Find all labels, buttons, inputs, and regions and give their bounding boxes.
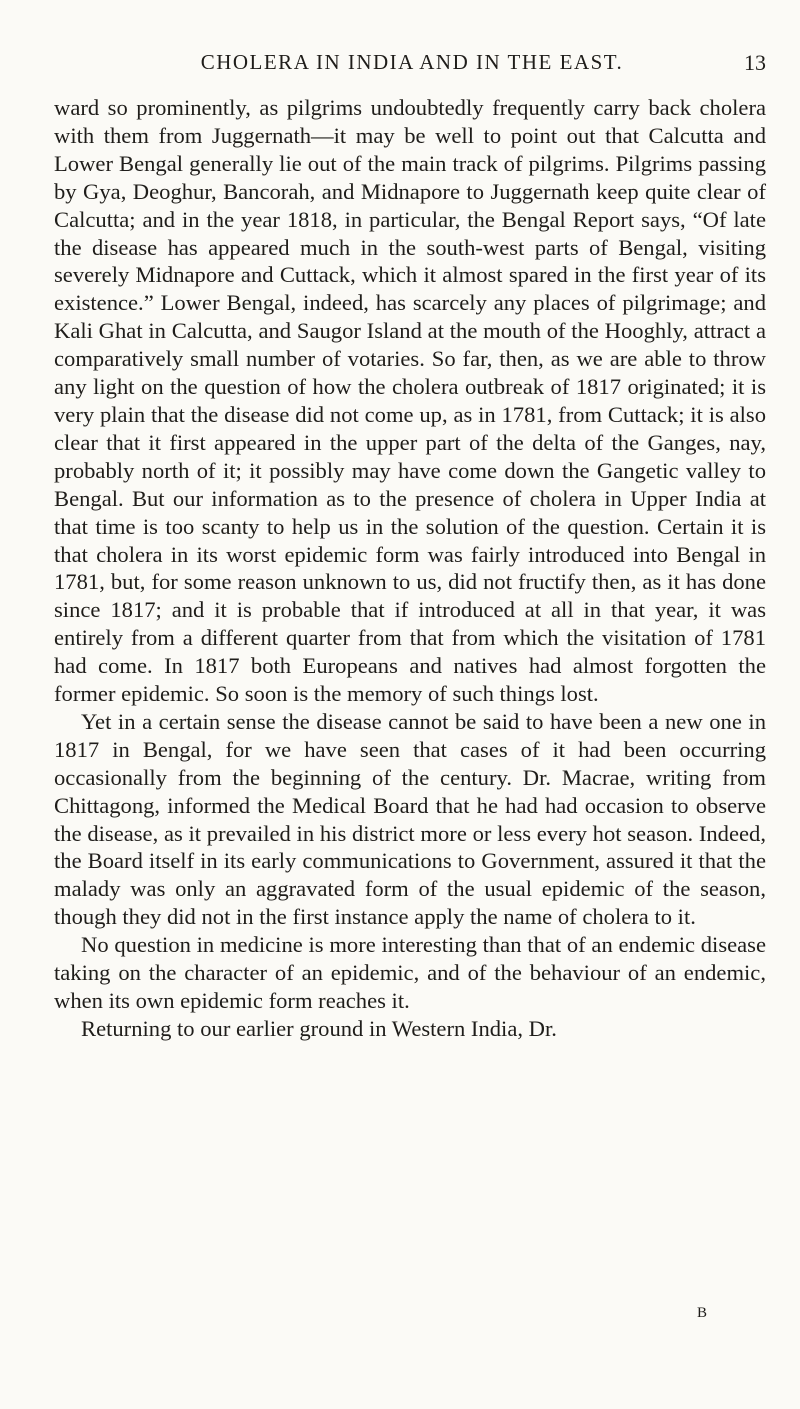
running-head: CHOLERA IN INDIA AND IN THE EAST. — [200, 50, 624, 74]
signature-mark: B — [697, 1305, 708, 1321]
page-number: 13 — [744, 50, 766, 75]
body-text — [54, 94, 766, 1043]
paragraph: No question in medicine is more interesting than that of an endemic disease taking on the character of an epidemic, and of the behaviour of an endemic, when its own epidemic form reaches it. — [54, 932, 766, 1013]
paragraph: Returning to our earlier ground in Western India, Dr. — [81, 1015, 557, 1041]
paragraph: Yet in a certain sense the disease cannot be said to have been a new one in 1817 in Bengal, for we have seen that cases of it had been occurring occasionally from the beginning of the century. Dr. Macrae, writing from Chittagong, informed the Medical Board that he had had occasion to observe the disease, as it prevailed in his district more or less every hot season. Indeed, the Board itself in its early communications to Government, assured it that the malady was only an aggravated form of the usual epidemic of the season, though they did not in the first instance apply the name of cholera to it. — [54, 708, 766, 930]
paragraph: ward so prominently, as pilgrims undoubtedly frequently carry back cholera with them from Juggernath—it may be well to point out that Calcutta and Lower Bengal generally lie out of the main track of pilgrims. Pilgrims passing by Gya, Deoghur, Bancorah, and Midnapore to Juggernath keep quite clear of Calcutta; and in the year 1818, in particular, the Bengal Report says, “Of late the disease has appeared much in the south-west parts of Bengal, visiting severely Midnapore and Cuttack, which it almost spared in the first year of its existence.” Lower Bengal, indeed, has scarcely any places of pilgrimage; and Kali Ghat in Calcutta, and Saugor Island at the mouth of the Hooghly, attract a comparatively small number of votaries. So far, then, as we are able to throw any light on the question of how the cholera outbreak of 1817 originated; it is very plain that the disease did not come up, as in 1781, from Cuttack; it is also clear that it first appeared in the upper part of the delta of the Ganges, nay, probably north of it; it possibly may have come down the Gangetic valley to Bengal. But our information as to the presence of cholera in Upper India at that time is too scanty to help us in the solution of the question. Certain it is that cholera in its worst epidemic form was fairly introduced into Bengal in 1781, but, for some reason unknown to us, did not fructify then, as it has done since 1817; and it is probable that if introduced at all in that year, it was entirely from a different quarter from that from which the visitation of 1781 had come. In 1817 both Europeans and natives had almost forgotten the former epidemic. So soon is the memory of such things lost. — [54, 95, 766, 707]
page-header — [58, 50, 766, 80]
